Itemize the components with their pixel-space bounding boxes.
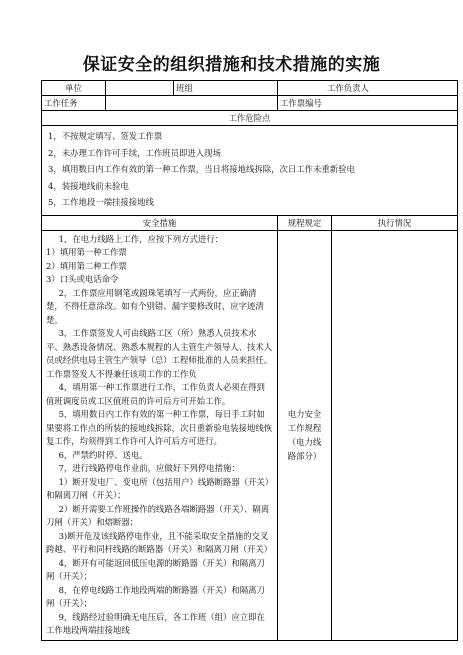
risk-item: 2，未办理工作许可手续，工作班员即进入现场 <box>48 147 221 158</box>
unit-value <box>106 81 174 96</box>
measure-item: 9，线路经过验明确无电压后，各工作班（组）应立即在工作地段两端挂接地线 <box>46 611 265 635</box>
measure-item: 2）断开需要工作班操作的线路各端断路器（开关）、隔离刀闸（开关）和熔断器； <box>46 503 270 527</box>
status-column-header: 执行情况 <box>332 215 458 230</box>
risk-list <box>42 126 458 216</box>
columns-header-row <box>42 215 458 230</box>
measures-column-header: 安全措施 <box>42 215 278 230</box>
measure-item: 4，断开有可能返回低压电源的断路器（开关）和隔离刀闸（开关）； <box>46 557 265 581</box>
ticket-number-label: 工作票编号 <box>278 96 458 111</box>
header-row-1 <box>42 81 458 96</box>
rules-cell: 电力安全工作规程（电力线路部分） <box>278 230 332 640</box>
status-cell <box>332 230 458 640</box>
document-title: 保证安全的组织措施和技术措施的实施 <box>82 55 381 75</box>
unit-label: 单位 <box>42 81 106 96</box>
risks-row <box>42 126 458 216</box>
measure-item: 4，填用第一种工作票进行工作，工作负责人必须在得到值班调度员或工区值班员的许可后方可开始工作。 <box>46 382 265 406</box>
risk-item: 4，装接地线前未验电 <box>48 180 129 191</box>
safety-measures-table <box>41 80 458 641</box>
measure-item: 8，在停电线路工作地段两端的断路器（开关）和隔离刀闸（开关）； <box>46 584 265 608</box>
risks-title: 工作危险点 <box>42 111 458 126</box>
measure-item: 3，工作票签发人可由线路工区（所）熟悉人员技术水平、熟悉设备情况、熟悉本规程的人主管生产领导人、技术人员或经供电局主管生产领导（总）工程师批准的人员来担任。工作票签发人不得兼任该项工作的工作负 <box>46 328 273 379</box>
measure-item: 7，进行线路停电作业前，应做好下列停电措施： <box>58 463 240 473</box>
measures-row <box>42 230 458 640</box>
header-row-2 <box>42 96 458 111</box>
leader-label: 工作负责人 <box>278 81 458 96</box>
risk-item: 5，工作地段一端挂接接地线 <box>48 197 154 207</box>
measure-item: 6，严禁约时停、送电。 <box>58 449 148 460</box>
measure-item: 1）填用第一种工作票 <box>46 247 127 257</box>
task-value <box>106 96 278 111</box>
rules-column-header: 规程规定 <box>278 215 332 230</box>
risk-item: 3，填用数日内工作有效的第一种工作票，当日将接地线拆除，次日工作未重新验电 <box>48 164 355 174</box>
measure-item: 2，工作票应用钢笔或圆珠笔填写一式两份，应正确清楚，不得任意涂改。如有个别错、漏字要修改时，应字迹清楚。 <box>46 287 264 325</box>
risk-item: 1，不按规定填写、签发工作票 <box>48 131 163 141</box>
measure-item: 3）口头或电话命令 <box>46 274 119 284</box>
team-label: 班组 <box>174 81 278 96</box>
measure-item: 3)断开危及该线路停电作业，且不能采取安全措施的交叉跨越、平行和同杆线路的断路器（开关）和隔离刀闸（开关） <box>46 530 273 554</box>
task-label: 工作任务 <box>42 96 106 111</box>
measure-item: 1，在电力线路上工作，应按下列方式进行： <box>58 233 224 244</box>
risks-title-row <box>42 111 458 126</box>
measures-list <box>42 230 278 640</box>
measure-item: 5，填用数日内工作有效的第一种工作票，每日手工时如果要将工作点的所装的接地线拆除，次日重新验电装接地线恢复工作，均须得到工作许可人许可后方可进行。 <box>46 409 273 446</box>
measure-item: 1）断开发电厂、变电所（包括用户）线路断路器（开关）和隔离刀闸（开关）； <box>46 476 270 500</box>
measure-item: 2）填用第二种工作票 <box>46 260 127 271</box>
